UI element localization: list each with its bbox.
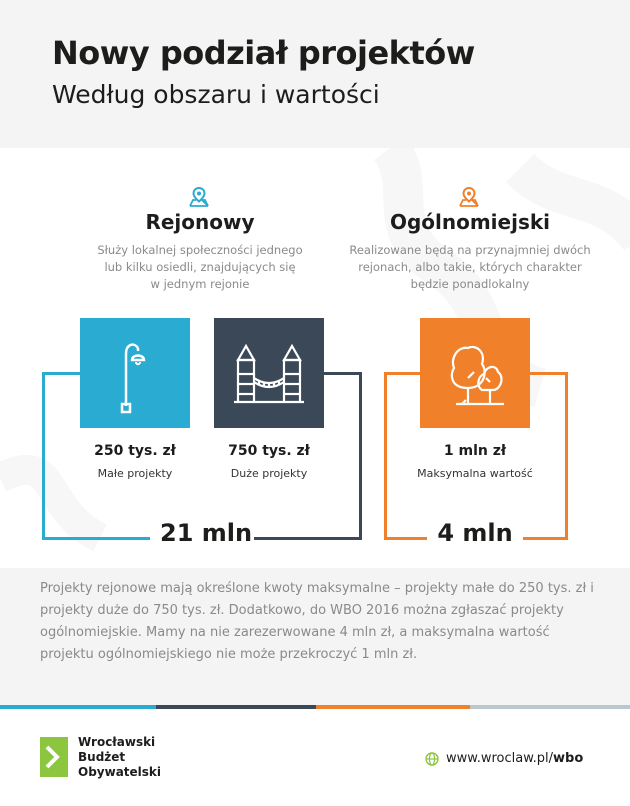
small-projects-label: Małe projekty	[97, 467, 173, 480]
map-pin-icon	[458, 186, 480, 208]
logo-line: Wrocławski	[78, 735, 156, 749]
logo-line: Budżet	[78, 750, 126, 764]
website-url-bold: wbo	[553, 751, 584, 766]
trees-icon	[420, 318, 530, 428]
rejonowy-frame-top-right	[324, 372, 362, 375]
website-url-prefix: www.wroclaw.pl/	[446, 751, 554, 766]
ogolnomiejski-title: Ogólnomiejski	[389, 210, 551, 234]
ogolnomiejski-description-line: będzie ponadlokalny	[410, 277, 530, 291]
large-projects-value: 750 tys. zł	[228, 443, 310, 459]
ogolnomiejski-description	[330, 242, 610, 293]
map-pin-icon	[188, 186, 210, 208]
wbo-logo-icon	[40, 737, 68, 777]
page-title: Nowy podział projektów	[52, 34, 475, 72]
small-projects-tile	[80, 318, 190, 428]
ogolnomiejski-description-line: rejonach, albo takie, których charakter	[358, 260, 582, 274]
info-paragraph: Projekty rejonowe mają określone kwoty maksymalne – projekty małe do 250 tys. zł i projekty duże do 750 tys. zł. Dodatkowo, do WBO 2016 można zgłaszać projekty ogólnomiejskie. Mamy na nie zarezerwowane 4 mln zł, a maksymalna wartość projektu ogólnomiejskiego nie może przekroczyć 1 mln zł.	[40, 581, 594, 662]
citywide-projects-tile	[420, 318, 530, 428]
large-projects-tile	[214, 318, 324, 428]
street-lamp-icon	[80, 318, 190, 428]
small-projects-amount	[70, 443, 200, 480]
large-projects-label: Duże projekty	[230, 467, 308, 480]
rejonowy-frame-right	[359, 372, 362, 540]
large-projects-amount	[204, 443, 334, 480]
citywide-max-amount	[410, 443, 540, 480]
citywide-max-label: Maksymalna wartość	[417, 467, 533, 480]
rejonowy-title: Rejonowy	[145, 210, 255, 234]
rejonowy-description-line: Służy lokalnej społeczności jednego	[97, 243, 303, 257]
rejonowy-frame-left	[42, 372, 45, 540]
ogolnomiejski-description-line: Realizowane będą na przynajmniej dwóch	[349, 243, 591, 257]
website-link[interactable]	[446, 751, 583, 766]
rejonowy-total: 21 mln	[150, 519, 254, 547]
ogolnomiejski-frame-top-left	[384, 372, 422, 375]
ogolnomiejski-frame-left	[384, 372, 387, 540]
rejonowy-description-line: lub kilku osiedli, znajdujących się	[104, 260, 296, 274]
small-projects-value: 250 tys. zł	[94, 443, 176, 459]
ogolnomiejski-frame-top-right	[530, 372, 568, 375]
globe-icon	[425, 752, 439, 766]
logo-line: Obywatelski	[78, 765, 162, 779]
rejonowy-description-line: w jednym rejonie	[150, 277, 250, 291]
ogolnomiejski-header	[330, 210, 610, 293]
citywide-max-value: 1 mln zł	[443, 443, 507, 459]
rejonowy-header	[70, 210, 330, 293]
rejonowy-description	[70, 242, 330, 293]
rejonowy-frame-top-left	[42, 372, 82, 375]
ogolnomiejski-total: 4 mln	[427, 519, 523, 547]
wbo-logo-text	[78, 735, 161, 780]
playground-icon	[214, 318, 324, 428]
header	[0, 0, 630, 148]
page-subtitle: Według obszaru i wartości	[52, 80, 380, 109]
ogolnomiejski-frame-right	[565, 372, 568, 540]
